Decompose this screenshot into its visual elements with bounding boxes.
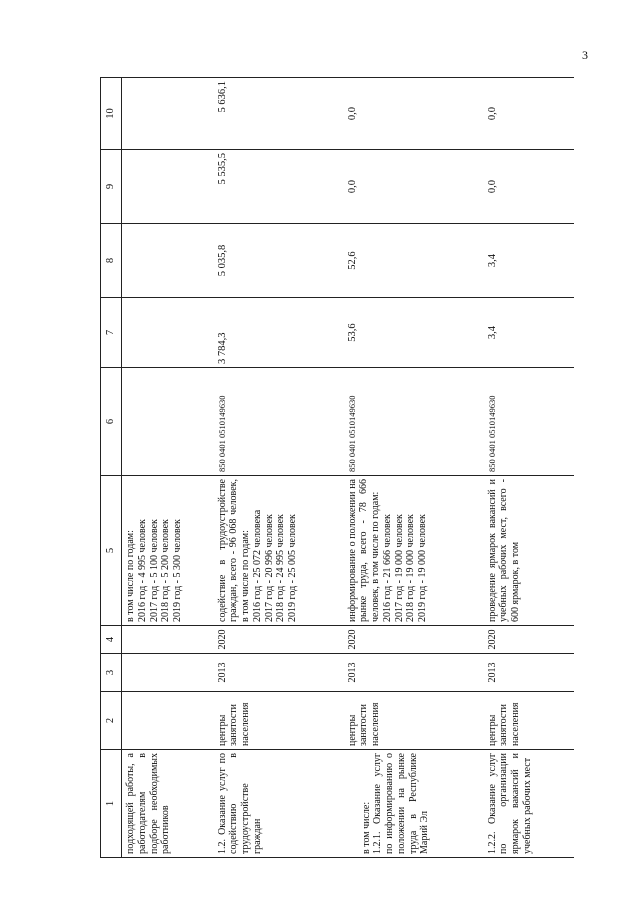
executor-cell: центры занятости населения xyxy=(344,692,484,750)
column-header-8: 8 xyxy=(101,224,122,298)
column-header-9: 9 xyxy=(101,150,122,224)
budget-code-cell: 850 0401 0510149630 xyxy=(214,368,344,476)
column-header-1: 1 xyxy=(101,750,122,858)
end-year-cell: 2020 xyxy=(344,626,484,654)
column-header-2: 2 xyxy=(101,692,122,750)
end-year-cell xyxy=(122,626,214,654)
table-row xyxy=(122,78,214,858)
value-cell-7: 53,6 xyxy=(344,298,484,368)
column-header-3: 3 xyxy=(101,654,122,692)
value-cell-9: 0,0 xyxy=(484,150,574,224)
column-header-10: 10 xyxy=(101,78,122,150)
result-cell: в том числе по годам: 2016 год - 4 995 человек 2017 год - 5 100 человек 2018 год - 5 200 человек 2019 год - 5 300 человек xyxy=(122,476,214,626)
executor-cell xyxy=(122,692,214,750)
end-year-cell: 2020 xyxy=(484,626,574,654)
column-header-5: 5 xyxy=(101,476,122,626)
value-cell-9 xyxy=(122,150,214,224)
executor-cell: центры занятости населения xyxy=(484,692,574,750)
measure-name-cell: 1.2. Оказание услуг по содействию в трудоустройстве граждан xyxy=(214,750,344,858)
result-cell: содействие в трудоустройстве граждан, всего - 96 068 человек, в том числе по годам: 2016 год - 25 072 человека 2017 год - 20 996 человек 2018 год - 24 995 человек 2019 год - 25 005 человек xyxy=(214,476,344,626)
measure-name-cell: в том числе: 1.2.1. Оказание услуг по информированию о положении на рынке труда в Республике Марий Эл xyxy=(344,750,484,858)
value-cell-10: 5 636,1 xyxy=(214,78,344,150)
value-cell-10: 0,0 xyxy=(484,78,574,150)
budget-code-cell: 850 0401 0510149630 xyxy=(484,368,574,476)
table-row xyxy=(344,78,484,858)
table-row xyxy=(484,78,574,858)
result-cell: проведение ярмарок вакансий и учебных рабочих мест, всего - 600 ярмарок, в том xyxy=(484,476,574,626)
start-year-cell: 2013 xyxy=(214,654,344,692)
header-row xyxy=(101,78,122,858)
subheading-text: в том числе: xyxy=(360,801,372,854)
value-cell-7: 3 784,3 xyxy=(214,298,344,368)
start-year-cell xyxy=(122,654,214,692)
value-cell-9: 0,0 xyxy=(344,150,484,224)
program-table xyxy=(100,77,574,858)
result-cell: информирование о положении на рынке труда, всего - 78 666 человек, в том числе по годам: 2016 год - 21 666 человек 2017 год - 19 000 человек 2018 год - 19 000 человек 2019 год - 19 000 человек xyxy=(344,476,484,626)
column-header-7: 7 xyxy=(101,298,122,368)
value-cell-8: 52,6 xyxy=(344,224,484,298)
start-year-cell: 2013 xyxy=(344,654,484,692)
value-cell-7 xyxy=(122,298,214,368)
column-header-6: 6 xyxy=(101,368,122,476)
executor-cell: центры занятости населения xyxy=(214,692,344,750)
value-cell-7: 3,4 xyxy=(484,298,574,368)
value-cell-8 xyxy=(122,224,214,298)
rotated-table-container xyxy=(100,78,600,858)
value-cell-8: 3,4 xyxy=(484,224,574,298)
page-number: 3 xyxy=(582,48,588,62)
measure-name-cell: 1.2.2. Оказание услуг по организации ярмарок вакансий и учебных рабочих мест xyxy=(484,750,574,858)
value-cell-9: 5 535,5 xyxy=(214,150,344,224)
table-row xyxy=(214,78,344,858)
value-cell-8: 5 035,8 xyxy=(214,224,344,298)
start-year-cell: 2013 xyxy=(484,654,574,692)
column-header-4: 4 xyxy=(101,626,122,654)
value-cell-10: 0,0 xyxy=(344,78,484,150)
budget-code-cell xyxy=(122,368,214,476)
budget-code-cell: 850 0401 0510149630 xyxy=(344,368,484,476)
value-cell-10 xyxy=(122,78,214,150)
end-year-cell: 2020 xyxy=(214,626,344,654)
measure-name-cell: подходящей работы, а работодателям в подборе необходимых работников xyxy=(122,750,214,858)
